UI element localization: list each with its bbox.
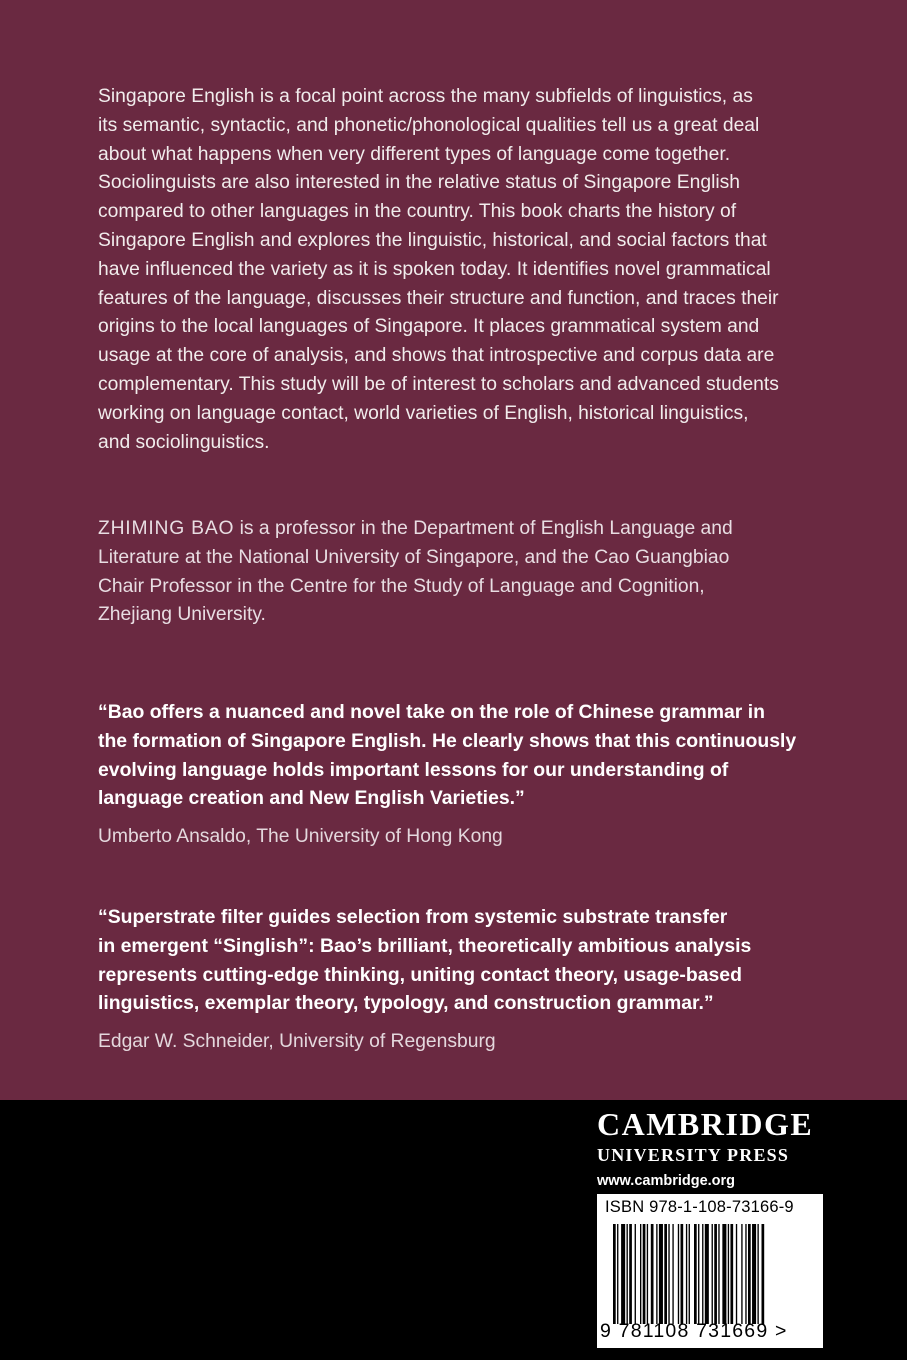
barcode-bar bbox=[752, 1224, 756, 1324]
barcode-panel bbox=[597, 1194, 823, 1348]
publisher-subname: UNIVERSITY PRESS bbox=[597, 1145, 790, 1165]
publisher-name: CAMBRIDGE bbox=[597, 1106, 814, 1142]
barcode-bar bbox=[705, 1224, 709, 1324]
description-line: origins to the local languages of Singapore. It places grammatical system and bbox=[98, 316, 760, 338]
author-bio-line: Literature at the National University of Singapore, and the Cao Guangbiao bbox=[98, 546, 730, 568]
endorsement-attribution-2: Edgar W. Schneider, University of Regensburg bbox=[98, 1031, 496, 1052]
description-line: and sociolinguistics. bbox=[98, 431, 270, 453]
barcode-bar bbox=[629, 1224, 632, 1324]
barcode-bar bbox=[712, 1224, 713, 1324]
barcode-bar bbox=[640, 1224, 641, 1324]
barcode-bar bbox=[689, 1224, 690, 1324]
quote-line: the formation of Singapore English. He clearly shows that this continuously bbox=[98, 729, 797, 752]
description-line: Singapore English is a focal point across the many subfields of linguistics, as bbox=[98, 86, 753, 107]
barcode-bar bbox=[635, 1224, 636, 1324]
barcode-bar bbox=[722, 1224, 726, 1324]
description-line: features of the language, discusses their structure and function, and traces their bbox=[98, 287, 779, 309]
barcode-bar bbox=[659, 1224, 663, 1324]
barcode-bar bbox=[741, 1224, 742, 1324]
quote-line: language creation and New English Varieties.” bbox=[98, 787, 525, 810]
author-name: ZHIMING BAO bbox=[98, 518, 235, 539]
barcode-bar bbox=[718, 1224, 719, 1324]
barcode-bar bbox=[668, 1224, 669, 1324]
description-line: compared to other languages in the country. This book charts the history of bbox=[98, 201, 737, 223]
barcode-bar bbox=[651, 1224, 654, 1324]
quote-line: “Superstrate filter guides selection from systemic substrate transfer bbox=[98, 906, 728, 928]
description-line: have influenced the variety as it is spoken today. It identifies novel grammatical bbox=[98, 258, 771, 280]
endorsement-quote-1 bbox=[98, 698, 818, 813]
barcode-bar bbox=[686, 1224, 687, 1324]
barcode-bar bbox=[681, 1224, 684, 1324]
barcode-bar bbox=[757, 1224, 758, 1324]
barcode-bar bbox=[702, 1224, 703, 1324]
description-line: working on language contact, world varieties of English, historical linguistics, bbox=[98, 402, 749, 424]
description-line: its semantic, syntactic, and phonetic/phonological qualities tell us a great deal bbox=[98, 114, 760, 136]
publisher-logo bbox=[597, 1106, 827, 1192]
author-bio-line: Zhejiang University. bbox=[98, 604, 266, 626]
isbn-label: ISBN 978-1-108-73166-9 bbox=[605, 1198, 794, 1216]
barcode-bar bbox=[762, 1224, 765, 1324]
barcode-bar bbox=[656, 1224, 657, 1324]
quote-line: “Bao offers a nuanced and novel take on the role of Chinese grammar in bbox=[98, 701, 765, 723]
barcode-icon bbox=[613, 1224, 809, 1324]
barcode-bar bbox=[647, 1224, 648, 1324]
description-line: usage at the core of analysis, and shows that introspective and corpus data are bbox=[98, 345, 775, 367]
barcode-bar bbox=[728, 1224, 729, 1324]
quote-line: represents cutting-edge thinking, uniting contact theory, usage-based bbox=[98, 963, 742, 986]
barcode-bar bbox=[627, 1224, 628, 1324]
book-description bbox=[98, 83, 818, 457]
endorsement-quote-2 bbox=[98, 903, 818, 1018]
author-bio-line: Chair Professor in the Centre for the Study of Language and Cognition, bbox=[98, 575, 705, 597]
barcode-bar bbox=[714, 1224, 717, 1324]
barcode-bar bbox=[672, 1224, 673, 1324]
author-bio bbox=[98, 515, 818, 630]
barcode-bar bbox=[694, 1224, 697, 1324]
barcode-bar bbox=[698, 1224, 699, 1324]
barcode-digits: 9 781108 731669 > bbox=[600, 1320, 788, 1342]
publisher-url: www.cambridge.org bbox=[597, 1173, 736, 1189]
barcode-bar bbox=[745, 1224, 746, 1324]
description-line: about what happens when very different types of language come together. bbox=[98, 143, 731, 165]
barcode-bar bbox=[748, 1224, 751, 1324]
description-line: Sociolinguists are also interested in the relative status of Singapore English bbox=[98, 172, 741, 194]
author-bio-line bbox=[98, 515, 818, 544]
description-line: Singapore English and explores the linguistic, historical, and social factors that bbox=[98, 229, 767, 251]
barcode-bar bbox=[617, 1224, 618, 1324]
barcode-bar bbox=[664, 1224, 667, 1324]
quote-line: linguistics, exemplar theory, typology, and construction grammar.” bbox=[98, 992, 714, 1015]
quote-line: in emergent “Singlish”: Bao’s brilliant, theoretically ambitious analysis bbox=[98, 934, 752, 957]
barcode-bar bbox=[736, 1224, 737, 1324]
quote-line: evolving language holds important lessons for our understanding of bbox=[98, 758, 729, 781]
description-line: complementary. This study will be of interest to scholars and advanced students bbox=[98, 373, 779, 395]
barcode-bar bbox=[613, 1224, 616, 1324]
barcode-bar bbox=[730, 1224, 733, 1324]
barcode-bar bbox=[643, 1224, 646, 1324]
barcode-bar bbox=[621, 1224, 625, 1324]
endorsement-attribution-1: Umberto Ansaldo, The University of Hong Kong bbox=[98, 826, 503, 847]
barcode-bar bbox=[678, 1224, 679, 1324]
author-bio-text: is a professor in the Department of English Language and bbox=[234, 518, 733, 539]
